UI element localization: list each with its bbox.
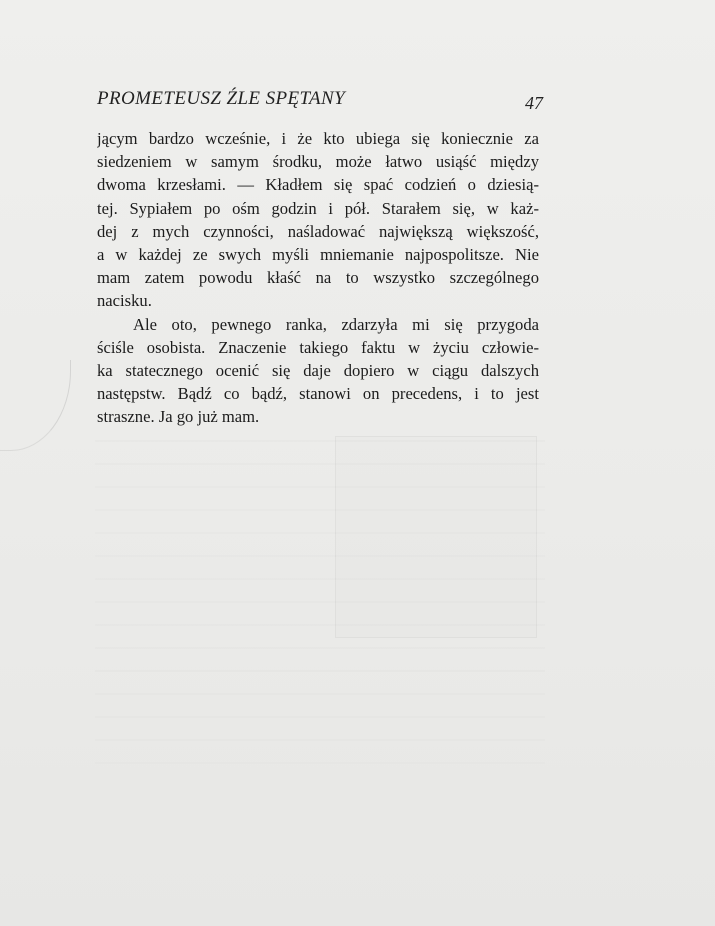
- text-line: a w każdej ze swych myśli mniemanie najpospolitsze. Nie: [97, 244, 539, 264]
- text-line: siedzeniem w samym środku, może łatwo usiąść między: [97, 152, 539, 172]
- text-line: mam zatem powodu kłaść na to wszystko szczególnego: [97, 268, 539, 288]
- paragraph-start-line: Ale oto, pewnego ranka, zdarzyła mi się przygoda: [133, 314, 539, 334]
- body-text: [97, 127, 539, 428]
- text-line: następstw. Bądź co bądź, stanowi on precedens, i to jest: [97, 384, 539, 404]
- text-line: dwoma krzesłami. — Kładłem się spać codzień o dziesią-: [97, 175, 539, 195]
- page-edge-tear: [0, 360, 71, 451]
- text-line: straszne. Ja go już mam.: [97, 407, 260, 427]
- text-line: dej z mych czynności, naśladować największą większość,: [97, 221, 539, 241]
- text-line: jącym bardzo wcześnie, i że kto ubiega się koniecznie za: [97, 129, 539, 148]
- page-number: 47: [525, 93, 543, 113]
- bleed-through-ornament: [335, 436, 537, 638]
- text-line: ściśle osobista. Znaczenie takiego faktu w życiu człowie-: [97, 337, 539, 357]
- text-line: tej. Sypiałem po ośm godzin i pół. Starałem się, w każ-: [97, 198, 539, 218]
- text-line: ka statecznego ocenić się daje dopiero w ciągu dalszych: [97, 360, 539, 380]
- running-title: PROMETEUSZ ŹLE SPĘTANY: [97, 88, 346, 109]
- page-header: [97, 88, 543, 118]
- text-line: nacisku.: [97, 291, 152, 311]
